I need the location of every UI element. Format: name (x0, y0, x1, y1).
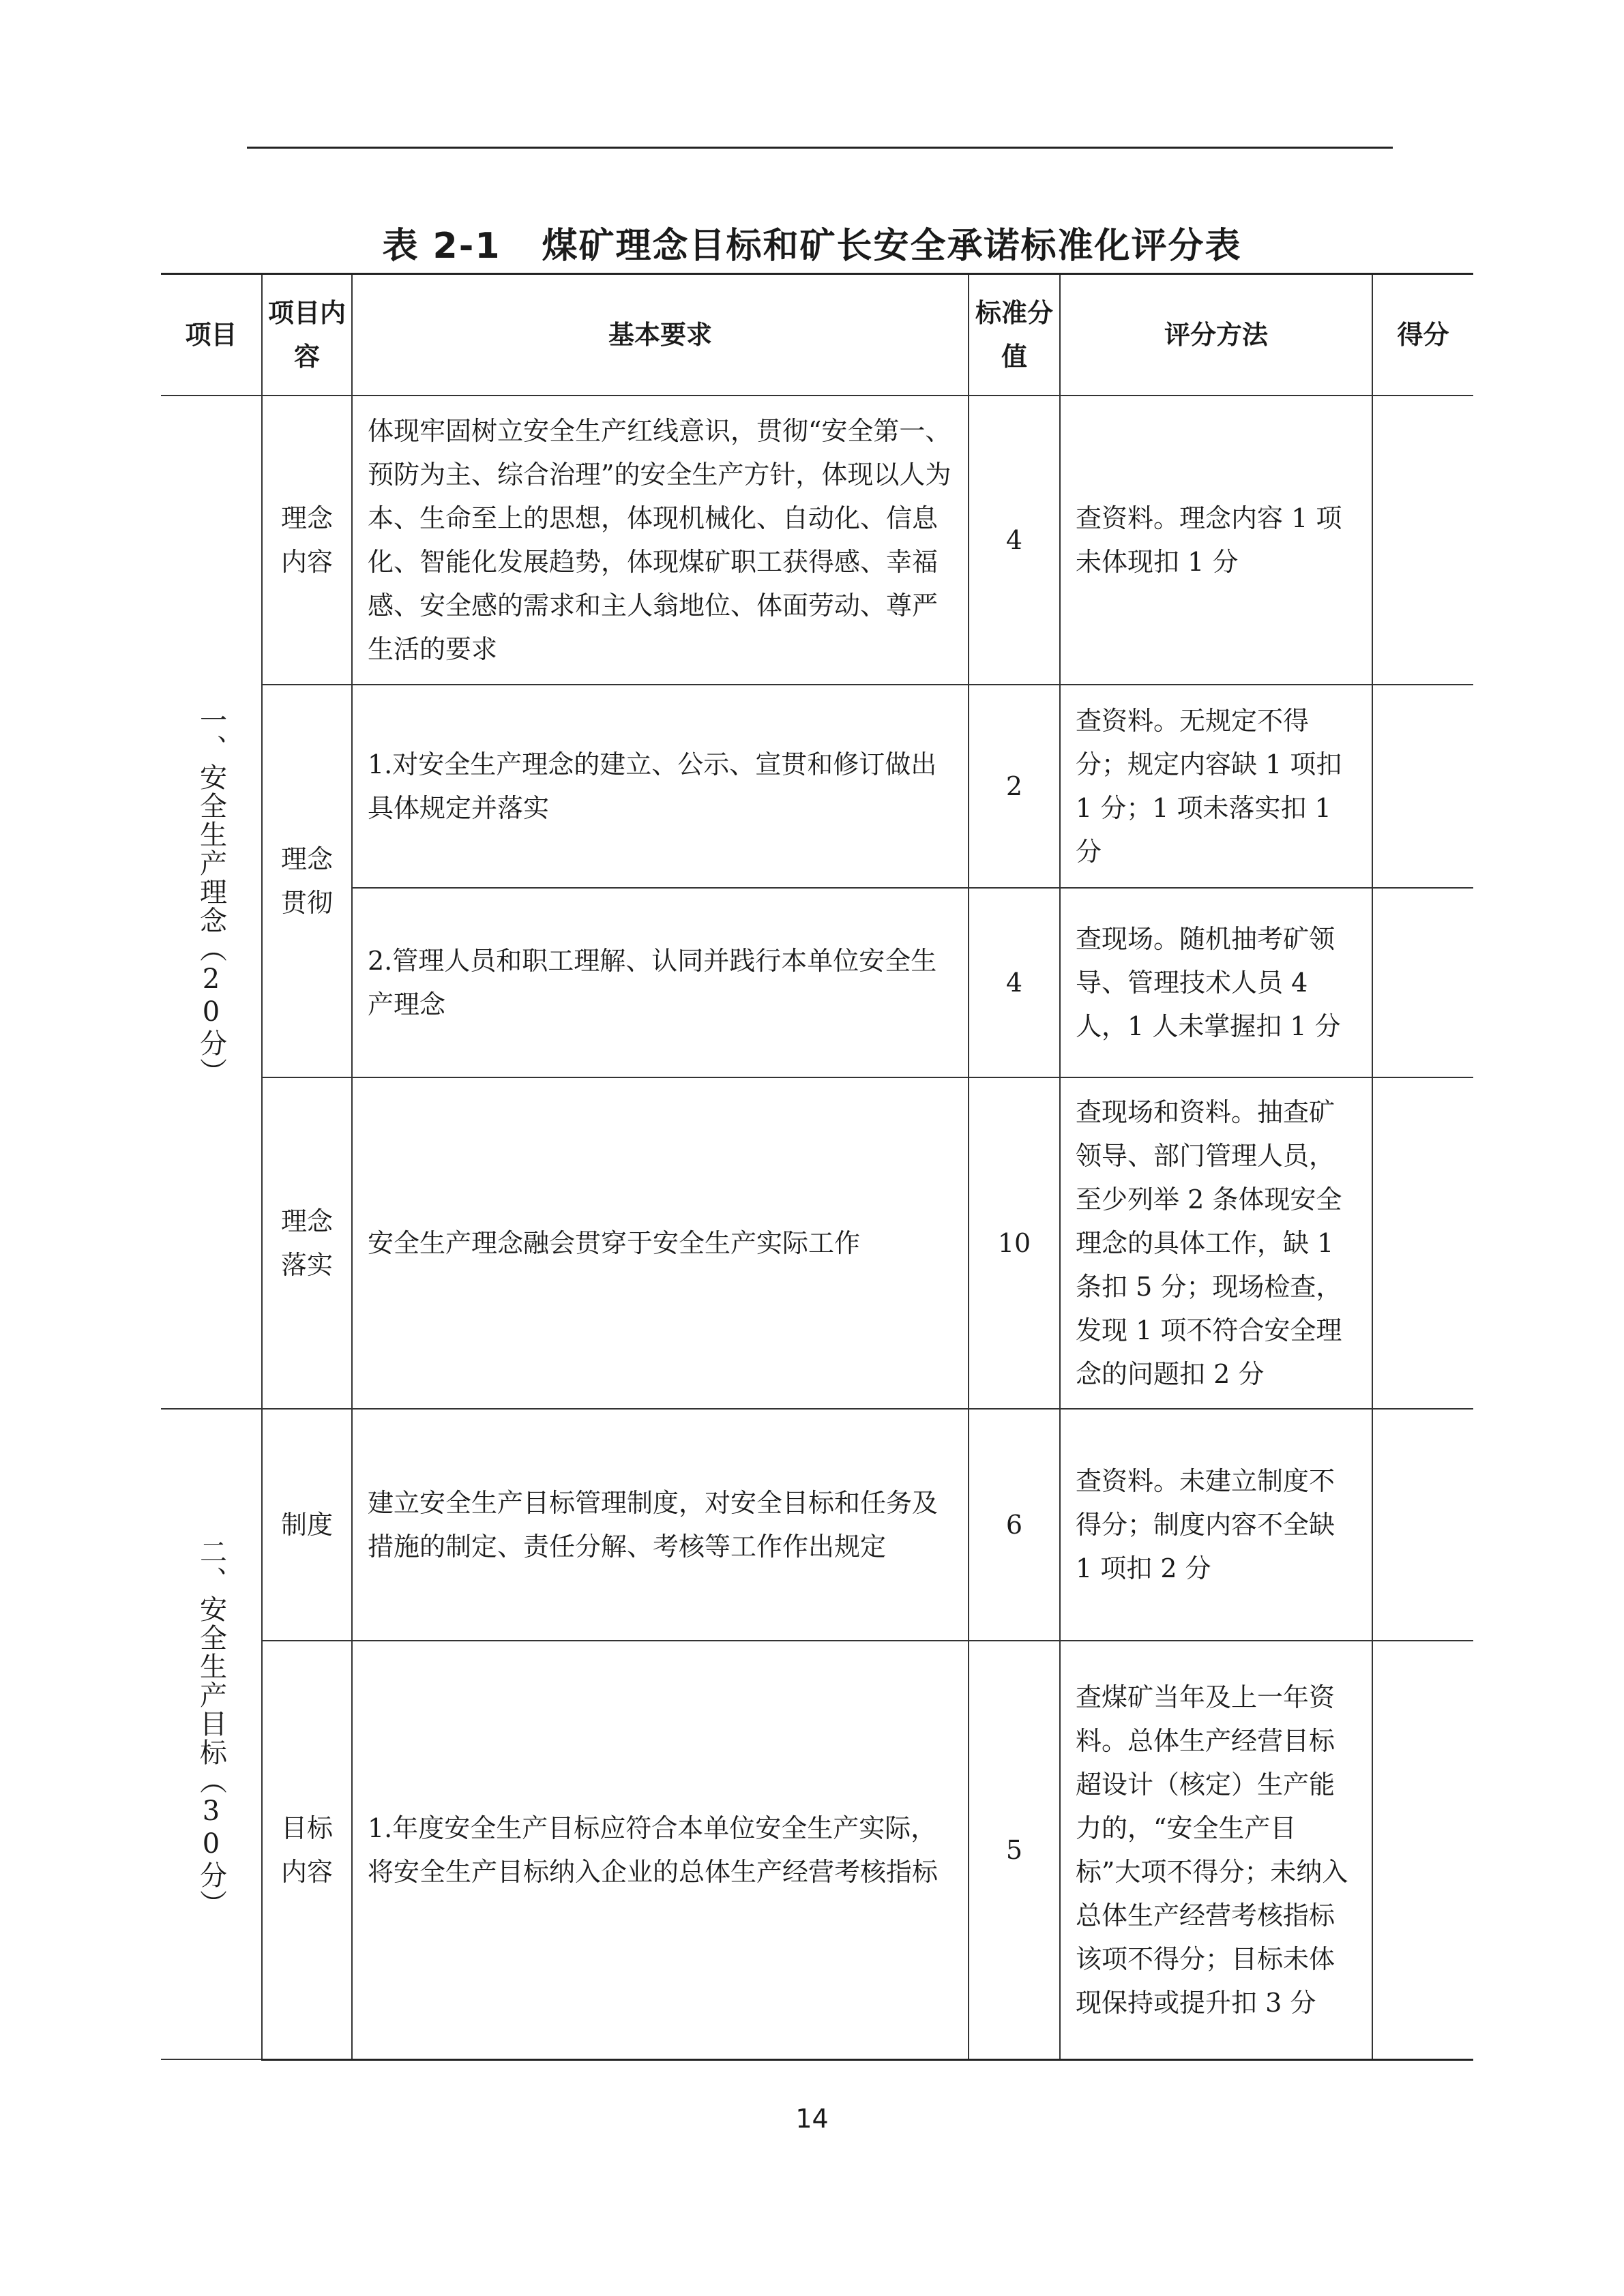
table-row (161, 888, 1473, 1077)
section-label-cell (161, 1409, 262, 2059)
header-score: 得分 (1372, 274, 1473, 396)
score-cell (1372, 1409, 1473, 1641)
score-cell (1372, 1077, 1473, 1409)
content-cell: 制度 (262, 1409, 352, 1641)
method-cell: 查资料。理念内容 1 项未体现扣 1 分 (1060, 396, 1372, 685)
content-cell: 理念内容 (262, 396, 352, 685)
requirement-cell: 安全生产理念融会贯穿于安全生产实际工作 (352, 1077, 969, 1409)
method-cell: 查现场和资料。抽查矿领导、部门管理人员，至少列举 2 条体现安全理念的具体工作，缺 1 条扣 5 分；现场检查，发现 1 项不符合安全理念的问题扣 2 分 (1060, 1077, 1372, 1409)
method-cell: 查现场。随机抽考矿领导、管理技术人员 4 人，1 人未掌握扣 1 分 (1060, 888, 1372, 1077)
table-row (161, 1641, 1473, 2059)
requirement-cell: 1.年度安全生产目标应符合本单位安全生产实际，将安全生产目标纳入企业的总体生产经营考核指标 (352, 1641, 969, 2059)
header-item: 项目 (161, 274, 262, 396)
score-cell (1372, 1641, 1473, 2059)
content-cell: 目标内容 (262, 1641, 352, 2059)
score-cell (1372, 396, 1473, 685)
score-cell (1372, 685, 1473, 888)
section-label: 一、安全生产理念（20分） (195, 705, 227, 1086)
table-row (161, 1409, 1473, 1641)
requirement-cell: 2.管理人员和职工理解、认同并践行本单位安全生产理念 (352, 888, 969, 1077)
score-cell (1372, 888, 1473, 1077)
table-title (0, 217, 1624, 268)
section-label-cell (161, 396, 262, 1409)
requirement-cell: 体现牢固树立安全生产红线意识，贯彻“安全第一、预防为主、综合治理”的安全生产方针，体现以人为本、生命至上的思想，体现机械化、自动化、信息化、智能化发展趋势，体现煤矿职工获得感、幸福感、安全感的需求和主人翁地位、体面劳动、尊严生活的要求 (352, 396, 969, 685)
standard-value-cell: 4 (969, 396, 1060, 685)
page-number: 14 (795, 2104, 829, 2134)
requirement-cell: 1.对安全生产理念的建立、公示、宣贯和修订做出具体规定并落实 (352, 685, 969, 888)
method-cell: 查资料。未建立制度不得分；制度内容不全缺 1 项扣 2 分 (1060, 1409, 1372, 1641)
content-cell: 理念落实 (262, 1077, 352, 1409)
table-row (161, 685, 1473, 888)
requirement-cell: 建立安全生产目标管理制度，对安全目标和任务及措施的制定、责任分解、考核等工作作出规定 (352, 1409, 969, 1641)
header-rule (247, 147, 1393, 149)
standard-value-cell: 2 (969, 685, 1060, 888)
header-requirement: 基本要求 (352, 274, 969, 396)
header-standard-value: 标准分值 (969, 274, 1060, 396)
method-cell: 查煤矿当年及上一年资料。总体生产经营目标超设计（核定）生产能力的，“安全生产目标”大项不得分；未纳入总体生产经营考核指标该项不得分；目标未体现保持或提升扣 3 分 (1060, 1641, 1372, 2059)
table-row (161, 1077, 1473, 1409)
standard-value-cell: 5 (969, 1641, 1060, 2059)
table-row (161, 396, 1473, 685)
content-cell: 理念贯彻 (262, 685, 352, 1077)
standard-value-cell: 10 (969, 1077, 1060, 1409)
section-label: 二、安全生产目标（30分） (195, 1537, 227, 1918)
table-number: 表 2-1 (382, 226, 501, 267)
header-content: 项目内容 (262, 274, 352, 396)
standard-value-cell: 4 (969, 888, 1060, 1077)
standard-value-cell: 6 (969, 1409, 1060, 1641)
header-row (161, 274, 1473, 396)
method-cell: 查资料。无规定不得分；规定内容缺 1 项扣 1 分；1 项未落实扣 1 分 (1060, 685, 1372, 888)
scoring-table (161, 273, 1473, 2061)
header-method: 评分方法 (1060, 274, 1372, 396)
table-title-text: 煤矿理念目标和矿长安全承诺标准化评分表 (542, 226, 1242, 267)
